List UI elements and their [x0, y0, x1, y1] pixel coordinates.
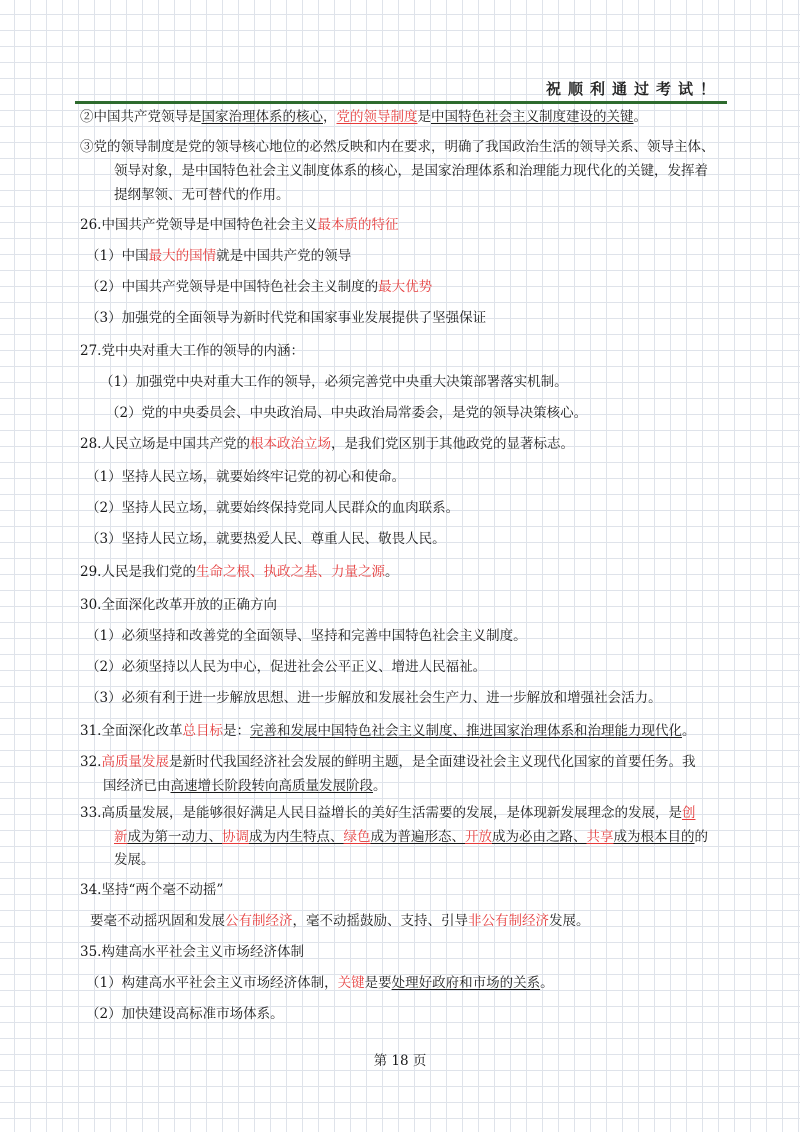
header-divider [75, 101, 727, 104]
item-28-3: （3）坚持人民立场，就要热爱人民、尊重人民、敬畏人民。 [86, 531, 446, 547]
line-leadership-system-1: ③党的领导制度是党的领导核心地位的必然反映和内在要求，明确了我国政治生活的领导关系、领导主体、 [80, 139, 715, 155]
header-title: 祝顺利通过考试！ [545, 80, 722, 98]
line-leadership-system-2: 领导对象，是中国特色社会主义制度体系的核心，是国家治理体系和治理能力现代化的关键，发挥着 [114, 163, 708, 179]
heading-32: 32.高质量发展是新时代我国经济社会发展的鲜明主题，是全面建设社会主义现代化国家的首要任务。我 [80, 754, 696, 770]
item-30-3: （3）必须有利于进一步解放思想、进一步解放和发展社会生产力、进一步解放和增强社会活力。 [86, 690, 662, 706]
heading-26: 26.中国共产党领导是中国特色社会主义最本质的特征 [80, 217, 399, 233]
item-27-1: （1）加强党中央对重大工作的领导，必须完善党中央重大决策部署落实机制。 [100, 374, 568, 390]
heading-29: 29.人民是我们党的生命之根、执政之基、力量之源。 [80, 564, 399, 580]
item-35-2: （2）加快建设高标准市场体系。 [86, 1006, 284, 1022]
line-32-continued: 国经济已由高速增长阶段转向高质量发展阶段。 [103, 778, 387, 794]
heading-27: 27.党中央对重大工作的领导的内涵： [80, 343, 304, 359]
heading-35: 35.构建高水平社会主义市场经济体制 [80, 944, 304, 960]
item-27-2: （2）党的中央委员会、中央政治局、中央政治局常委会，是党的领导决策核心。 [106, 405, 588, 421]
item-30-2: （2）必须坚持以人民为中心，促进社会公平正义、增进人民福祉。 [86, 659, 487, 675]
heading-34: 34.坚持“两个毫不动摇” [80, 882, 224, 898]
line-33-continued: 新成为第一动力、协调成为内生特点、绿色成为普遍形态、开放成为必由之路、共享成为根本目的的 [114, 829, 708, 845]
heading-28: 28.人民立场是中国共产党的根本政治立场，是我们党区别于其他政党的显著标志。 [80, 436, 574, 452]
heading-33: 33.高质量发展，是能够很好满足人民日益增长的美好生活需要的发展，是体现新发展理念的发展，是创 [80, 805, 696, 821]
item-26-1: （1）中国最大的国情就是中国共产党的领导 [86, 248, 352, 264]
item-28-1: （1）坚持人民立场，就要始终牢记党的初心和使命。 [86, 469, 406, 485]
item-35-1: （1）构建高水平社会主义市场经济体制，关键是要处理好政府和市场的关系。 [86, 975, 554, 991]
line-33-end: 发展。 [114, 852, 155, 868]
item-28-2: （2）坚持人民立场，就要始终保持党同人民群众的血肉联系。 [86, 500, 460, 516]
heading-30: 30.全面深化改革开放的正确方向 [80, 597, 277, 613]
page-number: 第 18 页 [373, 1053, 427, 1069]
item-30-1: （1）必须坚持和改善党的全面领导、坚持和完善中国特色社会主义制度。 [86, 628, 527, 644]
item-26-2: （2）中国共产党领导是中国特色社会主义制度的最大优势 [86, 279, 433, 295]
item-34-body: 要毫不动摇巩固和发展公有制经济，毫不动摇鼓励、支持、引导非公有制经济发展。 [90, 913, 590, 929]
heading-31: 31.全面深化改革总目标是：完善和发展中国特色社会主义制度、推进国家治理体系和治理能力现代化。 [80, 723, 696, 739]
line-party-leadership-core: ②中国共产党领导是国家治理体系的核心，党的领导制度是中国特色社会主义制度建设的关键。 [80, 109, 647, 125]
line-leadership-system-3: 提纲挈领、无可替代的作用。 [114, 187, 290, 203]
item-26-3: （3）加强党的全面领导为新时代党和国家事业发展提供了坚强保证 [86, 310, 487, 326]
